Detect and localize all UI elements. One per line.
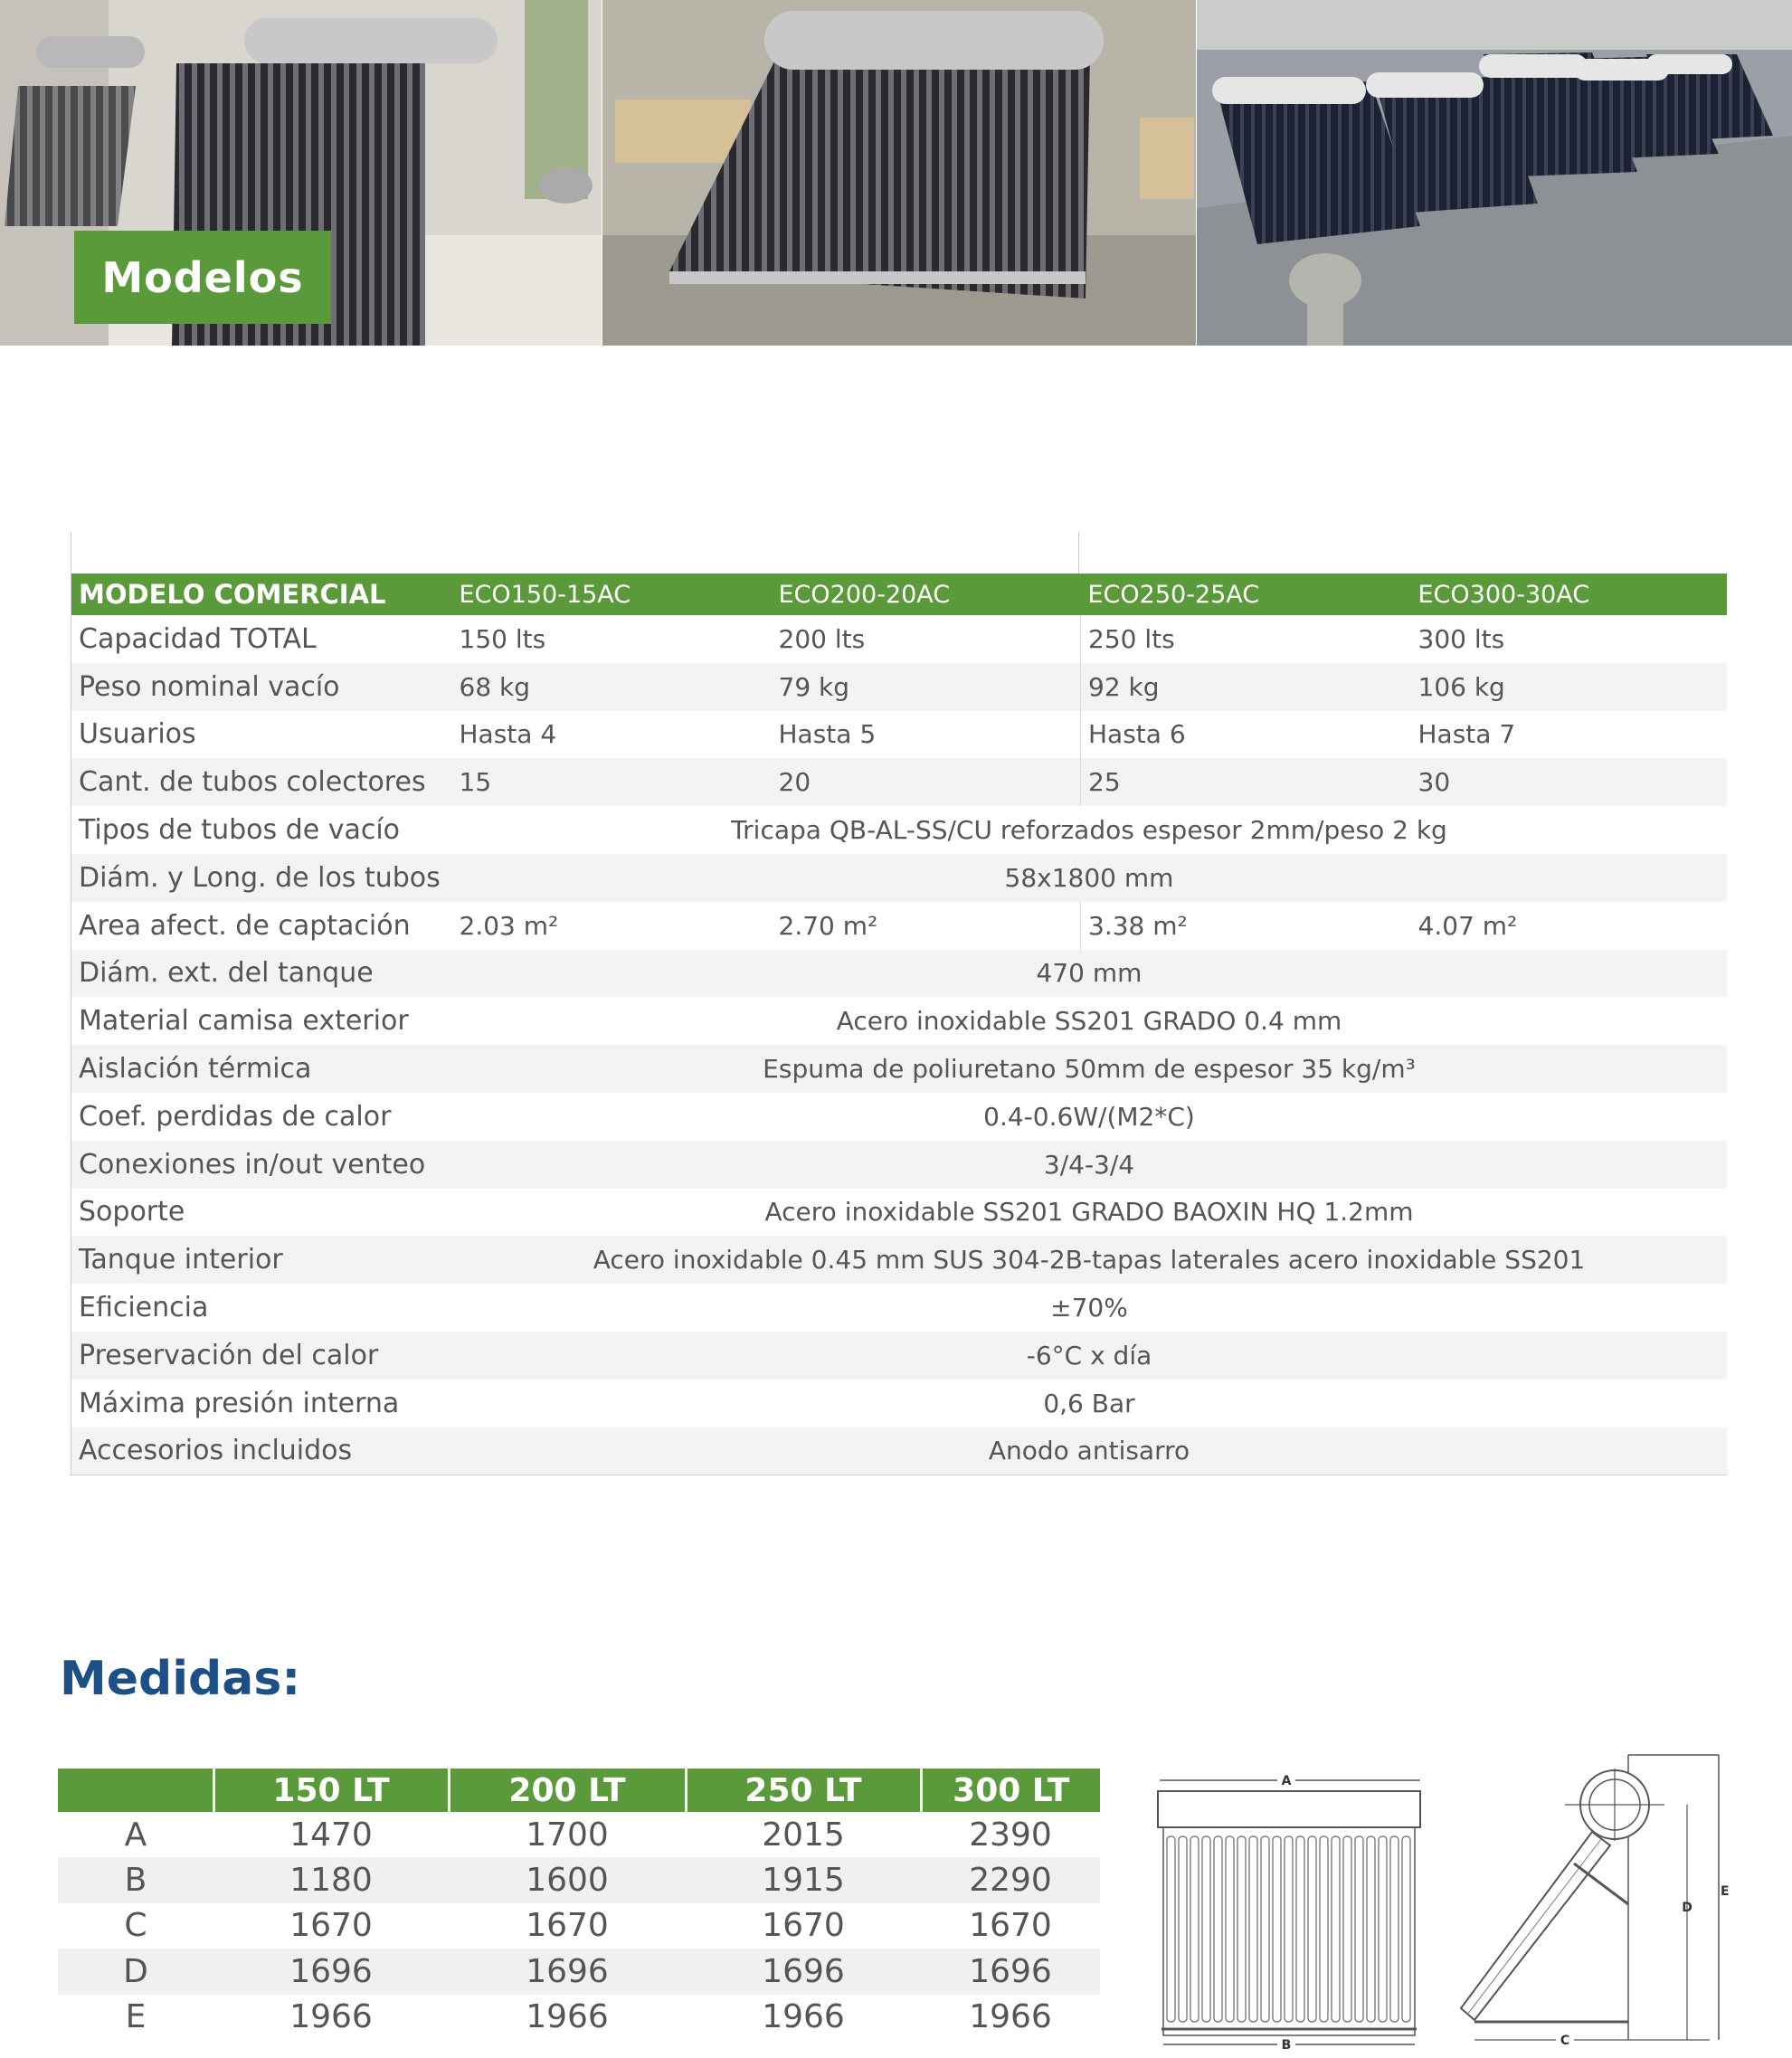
- medidas-header-cell: 300 LT: [921, 1769, 1100, 1812]
- spec-label: Diám. y Long. de los tubos: [71, 854, 452, 902]
- medidas-value: 1696: [686, 1949, 921, 1994]
- spec-row: [71, 902, 1727, 950]
- spec-row: [71, 1045, 1727, 1093]
- medidas-dimension-label: B: [58, 1857, 213, 1902]
- spec-row: [71, 1093, 1727, 1141]
- spec-value-merged: Tricapa QB-AL-SS/CU reforzados espesor 2mm/peso 2 kg: [731, 815, 1447, 846]
- spec-value: Hasta 5: [778, 719, 877, 750]
- header-modelo: MODELO COMERCIAL: [71, 574, 452, 615]
- medidas-dimension-label: E: [125, 1998, 147, 2036]
- medidas-value: 2290: [921, 1857, 1100, 1902]
- spec-value-merged: 0.4-0.6W/(M2*C): [983, 1101, 1195, 1132]
- medidas-row: [58, 1903, 1100, 1949]
- medidas-header-cell: 250 LT: [686, 1769, 921, 1812]
- medidas-value: 1966: [969, 1998, 1052, 2036]
- spec-value-merged: 3/4-3/4: [452, 1141, 1727, 1189]
- medidas-dimension-label: A: [124, 1816, 147, 1854]
- spec-value-merged: Anodo antisarro: [452, 1427, 1727, 1475]
- spec-label: Usuarios: [79, 718, 196, 751]
- spec-value: 200 lts: [778, 623, 866, 654]
- medidas-row: [58, 1857, 1100, 1902]
- medidas-row: [58, 1949, 1100, 1994]
- spec-label: Eficiencia: [79, 1292, 209, 1324]
- spec-header-row: [71, 574, 1727, 615]
- medidas-value: 1600: [449, 1857, 686, 1902]
- front-view-diagram: [1151, 1769, 1431, 2058]
- spec-value: Hasta 7: [1417, 719, 1516, 750]
- spec-row: [71, 1236, 1727, 1284]
- side-view-diagram: [1456, 1750, 1728, 2058]
- spec-label: Diám. ext. del tanque: [71, 950, 452, 998]
- spec-value-merged: 58x1800 mm: [452, 854, 1727, 902]
- medidas-value: 1696: [449, 1949, 686, 1994]
- spec-value-merged: Acero inoxidable 0.45 mm SUS 304-2B-tapas laterales acero inoxidable SS201: [452, 1236, 1727, 1284]
- medidas-table: [58, 1769, 1100, 2040]
- spec-value-merged: 0,6 Bar: [1043, 1388, 1135, 1418]
- spec-label: Accesorios incluidos: [71, 1427, 452, 1475]
- spec-value-merged: -6°C x día: [452, 1332, 1727, 1380]
- spec-label: Material camisa exterior: [79, 1005, 409, 1038]
- spec-value: 15: [452, 758, 772, 806]
- spec-table: [71, 574, 1727, 1475]
- spec-row: [71, 1380, 1727, 1427]
- dim-label-a: A: [1281, 1774, 1292, 1788]
- medidas-value: 1966: [762, 1998, 845, 2036]
- medidas-value: 1966: [289, 1998, 373, 2036]
- spec-value: 25: [1081, 758, 1411, 806]
- medidas-header-row: [58, 1769, 1100, 1812]
- medidas-row: [58, 1995, 1100, 2040]
- medidas-header-cell: 200 LT: [449, 1769, 686, 1812]
- spec-value: 3.38 m²: [1081, 902, 1411, 950]
- spec-row: [71, 1189, 1727, 1237]
- spec-value: Hasta 4: [459, 719, 557, 750]
- dim-label-e: E: [1721, 1884, 1730, 1899]
- medidas-value: 1670: [289, 1907, 373, 1945]
- spec-label: Tanque interior: [71, 1236, 452, 1284]
- medidas-value: 1915: [686, 1857, 921, 1902]
- spec-value-merged: ±70%: [1050, 1293, 1128, 1323]
- spec-value: 2.70 m²: [778, 910, 878, 941]
- spec-value: 2.03 m²: [459, 910, 559, 941]
- medidas-value: 1670: [969, 1907, 1052, 1945]
- spec-label: Soporte: [79, 1196, 185, 1228]
- medidas-title: Medidas:: [60, 1652, 301, 1706]
- spec-value: Hasta 6: [1081, 711, 1411, 759]
- spec-label: Aislación térmica: [71, 1045, 452, 1093]
- spec-value: 20: [772, 758, 1081, 806]
- spec-row: [71, 806, 1727, 854]
- spec-value-merged: Espuma de poliuretano 50mm de espesor 35 kg/m³: [452, 1045, 1727, 1093]
- medidas-value: 1700: [526, 1816, 609, 1854]
- table-top-rule: [1078, 532, 1079, 574]
- spec-value: 300 lts: [1417, 623, 1505, 654]
- spec-row: [71, 950, 1727, 998]
- spec-value: 106 kg: [1411, 663, 1727, 711]
- medidas-value: 1696: [213, 1949, 449, 1994]
- spec-value: 79 kg: [772, 663, 1081, 711]
- spec-label: Capacidad TOTAL: [79, 622, 317, 655]
- medidas-value: 2390: [969, 1816, 1052, 1854]
- spec-row: [71, 615, 1727, 663]
- header-model: ECO300-30AC: [1411, 574, 1727, 615]
- spec-label: Coef. perdidas de calor: [79, 1100, 392, 1133]
- spec-label: Area afect. de captación: [79, 909, 411, 942]
- medidas-value: 1180: [213, 1857, 449, 1902]
- spec-value: 92 kg: [1081, 663, 1411, 711]
- spec-value-merged: Acero inoxidable SS201 GRADO BAOXIN HQ 1.2mm: [764, 1197, 1414, 1228]
- hero-photos: [0, 0, 1792, 346]
- medidas-header-cell: 150 LT: [213, 1769, 449, 1812]
- spec-value: 4.07 m²: [1417, 910, 1518, 941]
- medidas-value: 1966: [526, 1998, 609, 2036]
- spec-row: [71, 1284, 1727, 1332]
- spec-value: 30: [1411, 758, 1727, 806]
- spec-row: [71, 1427, 1727, 1475]
- spec-value-merged: 470 mm: [452, 950, 1727, 998]
- spec-label: Tipos de tubos de vacío: [79, 814, 401, 847]
- medidas-value: 2015: [762, 1816, 845, 1854]
- medidas-dimension-label: C: [124, 1907, 147, 1945]
- header-model: ECO200-20AC: [772, 574, 1081, 615]
- medidas-value: 1470: [289, 1816, 373, 1854]
- spec-value: 250 lts: [1081, 615, 1411, 663]
- spec-row: [71, 663, 1727, 711]
- medidas-row: [58, 1812, 1100, 1857]
- medidas-dimension-label: D: [58, 1949, 213, 1994]
- spec-row: [71, 1141, 1727, 1189]
- medidas-header-cell: [58, 1769, 213, 1812]
- spec-label: Cant. de tubos colectores: [71, 758, 452, 806]
- spec-label: Conexiones in/out venteo: [71, 1141, 452, 1189]
- dim-label-d: D: [1682, 1901, 1692, 1915]
- medidas-value: 1696: [921, 1949, 1100, 1994]
- spec-value: 150 lts: [459, 623, 546, 654]
- spec-label: Preservación del calor: [71, 1332, 452, 1380]
- spec-row: [71, 711, 1727, 759]
- modelos-badge: Modelos: [74, 231, 331, 324]
- spec-label: Máxima presión interna: [79, 1387, 400, 1419]
- medidas-value: 1670: [526, 1907, 609, 1945]
- spec-row: [71, 854, 1727, 902]
- spec-row: [71, 1332, 1727, 1380]
- spec-value: 68 kg: [452, 663, 772, 711]
- header-model: ECO150-15AC: [452, 574, 772, 615]
- dim-label-b: B: [1281, 2038, 1292, 2053]
- spec-row: [71, 997, 1727, 1045]
- header-model: ECO250-25AC: [1081, 574, 1411, 615]
- medidas-value: 1670: [762, 1907, 845, 1945]
- spec-row: [71, 758, 1727, 806]
- spec-value-merged: Acero inoxidable SS201 GRADO 0.4 mm: [836, 1006, 1342, 1037]
- spec-label: Peso nominal vacío: [71, 663, 452, 711]
- dim-label-c: C: [1560, 2034, 1570, 2048]
